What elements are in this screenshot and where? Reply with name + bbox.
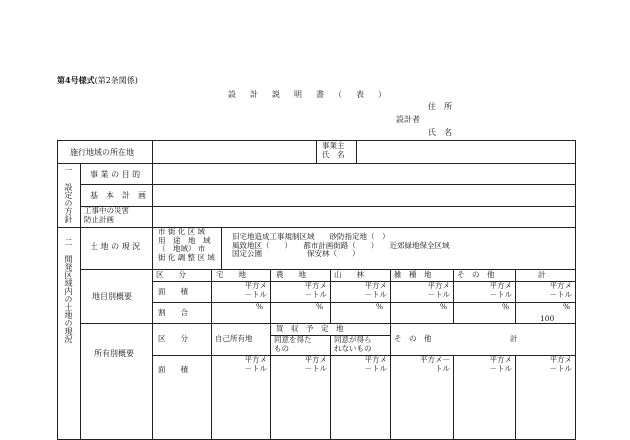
area-unit-forest: 平方メ －トル xyxy=(364,281,387,299)
percent-misc: % xyxy=(440,302,448,311)
col-residential: 宅 地 xyxy=(216,270,246,279)
form-no: 第4号様式 xyxy=(57,75,95,85)
own-area-unit-other: 平方メ－ トル xyxy=(420,355,450,373)
own-area-unit-consented: 平方メ －トル xyxy=(304,355,327,373)
area-unit-misc: 平方メ －トル xyxy=(427,281,450,299)
own-area-unit-not-consented: 平方メ －トル xyxy=(364,355,387,373)
own-col-consented: 同意を得た もの xyxy=(274,335,312,353)
percent-total: % xyxy=(563,302,571,311)
land-status-label: 土 地 の 現 況 xyxy=(90,242,141,251)
section-site-status-title: 二 開発区域内の土地の現況 xyxy=(64,238,73,343)
own-col-not-consented: 同意が得ら れないもの xyxy=(334,335,372,353)
own-col-own-land: 自己所有地 xyxy=(215,334,253,343)
col-total: 計 xyxy=(538,270,546,279)
ratio-total-value: 100 xyxy=(540,314,555,323)
own-col-planned: 買 収 予 定 地 xyxy=(276,324,344,333)
by-ownership-label: 所有別概要 xyxy=(94,349,134,358)
own-col-category: 区 分 xyxy=(158,334,188,343)
area-unit-residential: 平方メ －トル xyxy=(244,281,267,299)
col-other: そ の 他 xyxy=(457,270,495,279)
percent-other: % xyxy=(502,302,510,311)
own-col-total: 計 xyxy=(510,334,518,343)
own-col-other: そ の 他 xyxy=(394,334,432,343)
document-title: 設 計 説 明 書 （ 表 ） xyxy=(228,90,389,99)
designer-label: 設計者 xyxy=(396,115,420,124)
percent-residential: % xyxy=(256,302,264,311)
own-area-unit-total: 平方メ －トル xyxy=(549,355,572,373)
purpose-label: 事 業 の 目 的 xyxy=(90,170,141,179)
own-area-unit-5: 平方メ －トル xyxy=(489,355,512,373)
area-unit-total: 平方メ －トル xyxy=(549,281,572,299)
percent-farmland: % xyxy=(316,302,324,311)
zone-list: 市 街 化 区 域 用 途 地 域 （ 地域） 市 街 化 調 整 区 域 xyxy=(158,227,215,262)
operator-name-label: 事業主 氏 名 xyxy=(322,141,345,159)
percent-forest: % xyxy=(376,302,384,311)
col-category: 区 分 xyxy=(156,270,186,279)
col-farmland: 農 地 xyxy=(276,270,306,279)
own-area-label: 面 積 xyxy=(158,365,188,374)
zone-designations: 旧宅地造成工事規制区域 砂防指定地（ ） 風致地区（ ） 都市計画街路（ ） 近郊緑地保全区域 国定公園 保安林（ ） xyxy=(232,232,450,258)
basic-plan-label: 基 本 計 画 xyxy=(90,191,146,200)
area-unit-farmland: 平方メ －トル xyxy=(304,281,327,299)
disaster-plan-label: 工事中の災害 防止計画 xyxy=(84,206,129,224)
site-location-label: 施行地域の所在地 xyxy=(70,148,134,157)
address-label: 住 所 xyxy=(428,102,452,111)
col-misc: 雑 種 地 xyxy=(394,270,432,279)
form-number xyxy=(57,76,138,85)
ratio-label: 割 合 xyxy=(158,308,188,317)
form-ref: (第2条関係) xyxy=(94,76,138,85)
area-unit-other: 平方メ －トル xyxy=(489,281,512,299)
col-forest: 山 林 xyxy=(334,270,364,279)
section-policy-title: 一 設定の方針 xyxy=(64,166,73,223)
area-label: 面 積 xyxy=(158,287,188,296)
by-land-category-label: 地目別概要 xyxy=(92,292,132,301)
name-label: 氏 名 xyxy=(428,128,452,137)
own-area-unit-own: 平方メ －トル xyxy=(244,355,267,373)
